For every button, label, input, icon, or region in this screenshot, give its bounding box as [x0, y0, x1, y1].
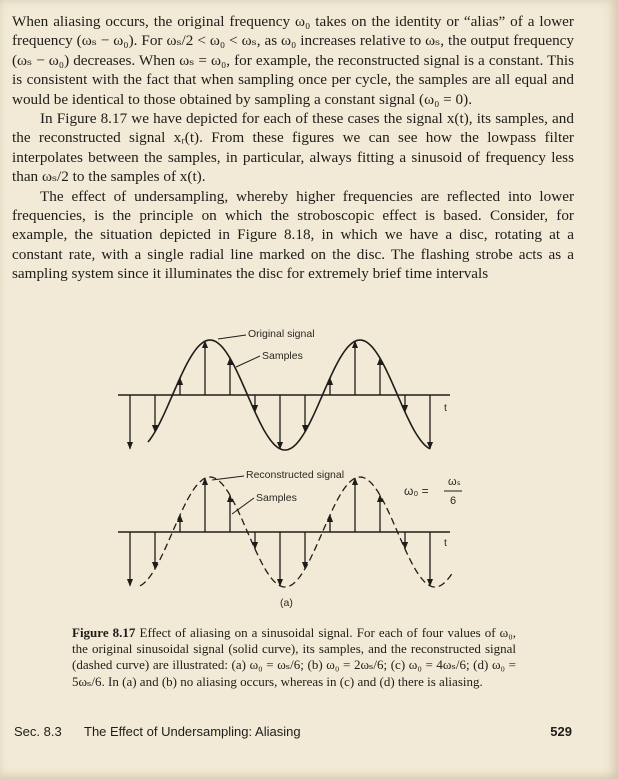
caption-text: Effect of aliasing on a sinusoidal signal. For each of four values of ω₀, the original sinusoidal signal (solid curve), its samples, and the reconstructed signal (dashed curve) are illustrated: (a) ω₀ = ωₛ/6; (b) ω₀ = 2ωₛ/6; (c) ω₀ = 4ωₛ/6; (d) ω₀ = 5ωₛ/6. In (a) and (b) no aliasing occurs, whereas in (c) and (d) there is aliasing. [72, 625, 517, 689]
original-signal-leader [218, 335, 246, 339]
paragraph-aliasing: When aliasing occurs, the original frequency ω₀ takes on the identity or “alias” of a lower frequency (ωₛ − ω₀). For ωₛ/2 < ω₀ < ωₛ, as ω₀ increases relative to ωₛ, the output frequency (ωₛ − ω₀) decreases. When ωₛ = ω₀, for example, the reconstructed signal is a constant. This is consistent with the fact that when sampling once per cycle, the samples are all equal and would be identical to those obtained by sampling a constant signal (ω₀ = 0). [12, 13, 574, 108]
top-panel [118, 328, 450, 450]
figure-caption [72, 625, 516, 690]
frequency-denominator: 6 [450, 495, 457, 507]
body-text [12, 12, 574, 284]
original-signal-label: Original signal [248, 328, 315, 340]
section-number: Sec. 8.3 [14, 724, 62, 739]
reconstructed-signal-leader [212, 476, 244, 480]
caption-heading: Figure 8.17 [72, 625, 136, 640]
paragraph-figure-reference: In Figure 8.17 we have depicted for each of these cases the signal x(t), its samples, and the reconstructed signal xᵣ(t). From these figures we can see how the lowpass filter interpolates between the samples, in particular, always fitting a sinusoid of frequency less than ωₛ/2 to the samples of x(t). [12, 110, 574, 186]
reconstructed-signal-label: Reconstructed signal [246, 469, 345, 481]
section-title: The Effect of Undersampling: Aliasing [84, 724, 301, 739]
frequency-numerator: ωₛ [448, 476, 461, 488]
paragraph-stroboscopic: The effect of undersampling, whereby higher frequencies are reflected into lower frequencies, is the principle on which the stroboscopic effect is based. Consider, for example, the situation depicted in Figure 8.18, in which we have a disc, rotating at a constant rate, with a single radial line marked on the disc. The flashing strobe acts as a sampling system since it illuminates the disc for extremely brief time intervals [12, 187, 574, 283]
page-footer [14, 724, 572, 744]
top-samples-label: Samples [262, 350, 303, 362]
page-number: 529 [550, 724, 572, 739]
bottom-samples-label: Samples [256, 492, 297, 504]
bottom-axis-label: t [444, 537, 447, 549]
bottom-samples-leader [232, 498, 254, 514]
figure-svg [0, 300, 618, 630]
bottom-panel [118, 469, 462, 587]
panel-label: (a) [280, 597, 293, 609]
figure-8-17 [0, 300, 618, 630]
top-samples-leader [236, 356, 260, 367]
top-axis-label: t [444, 402, 447, 414]
frequency-lhs: ω₀ = [404, 484, 429, 498]
